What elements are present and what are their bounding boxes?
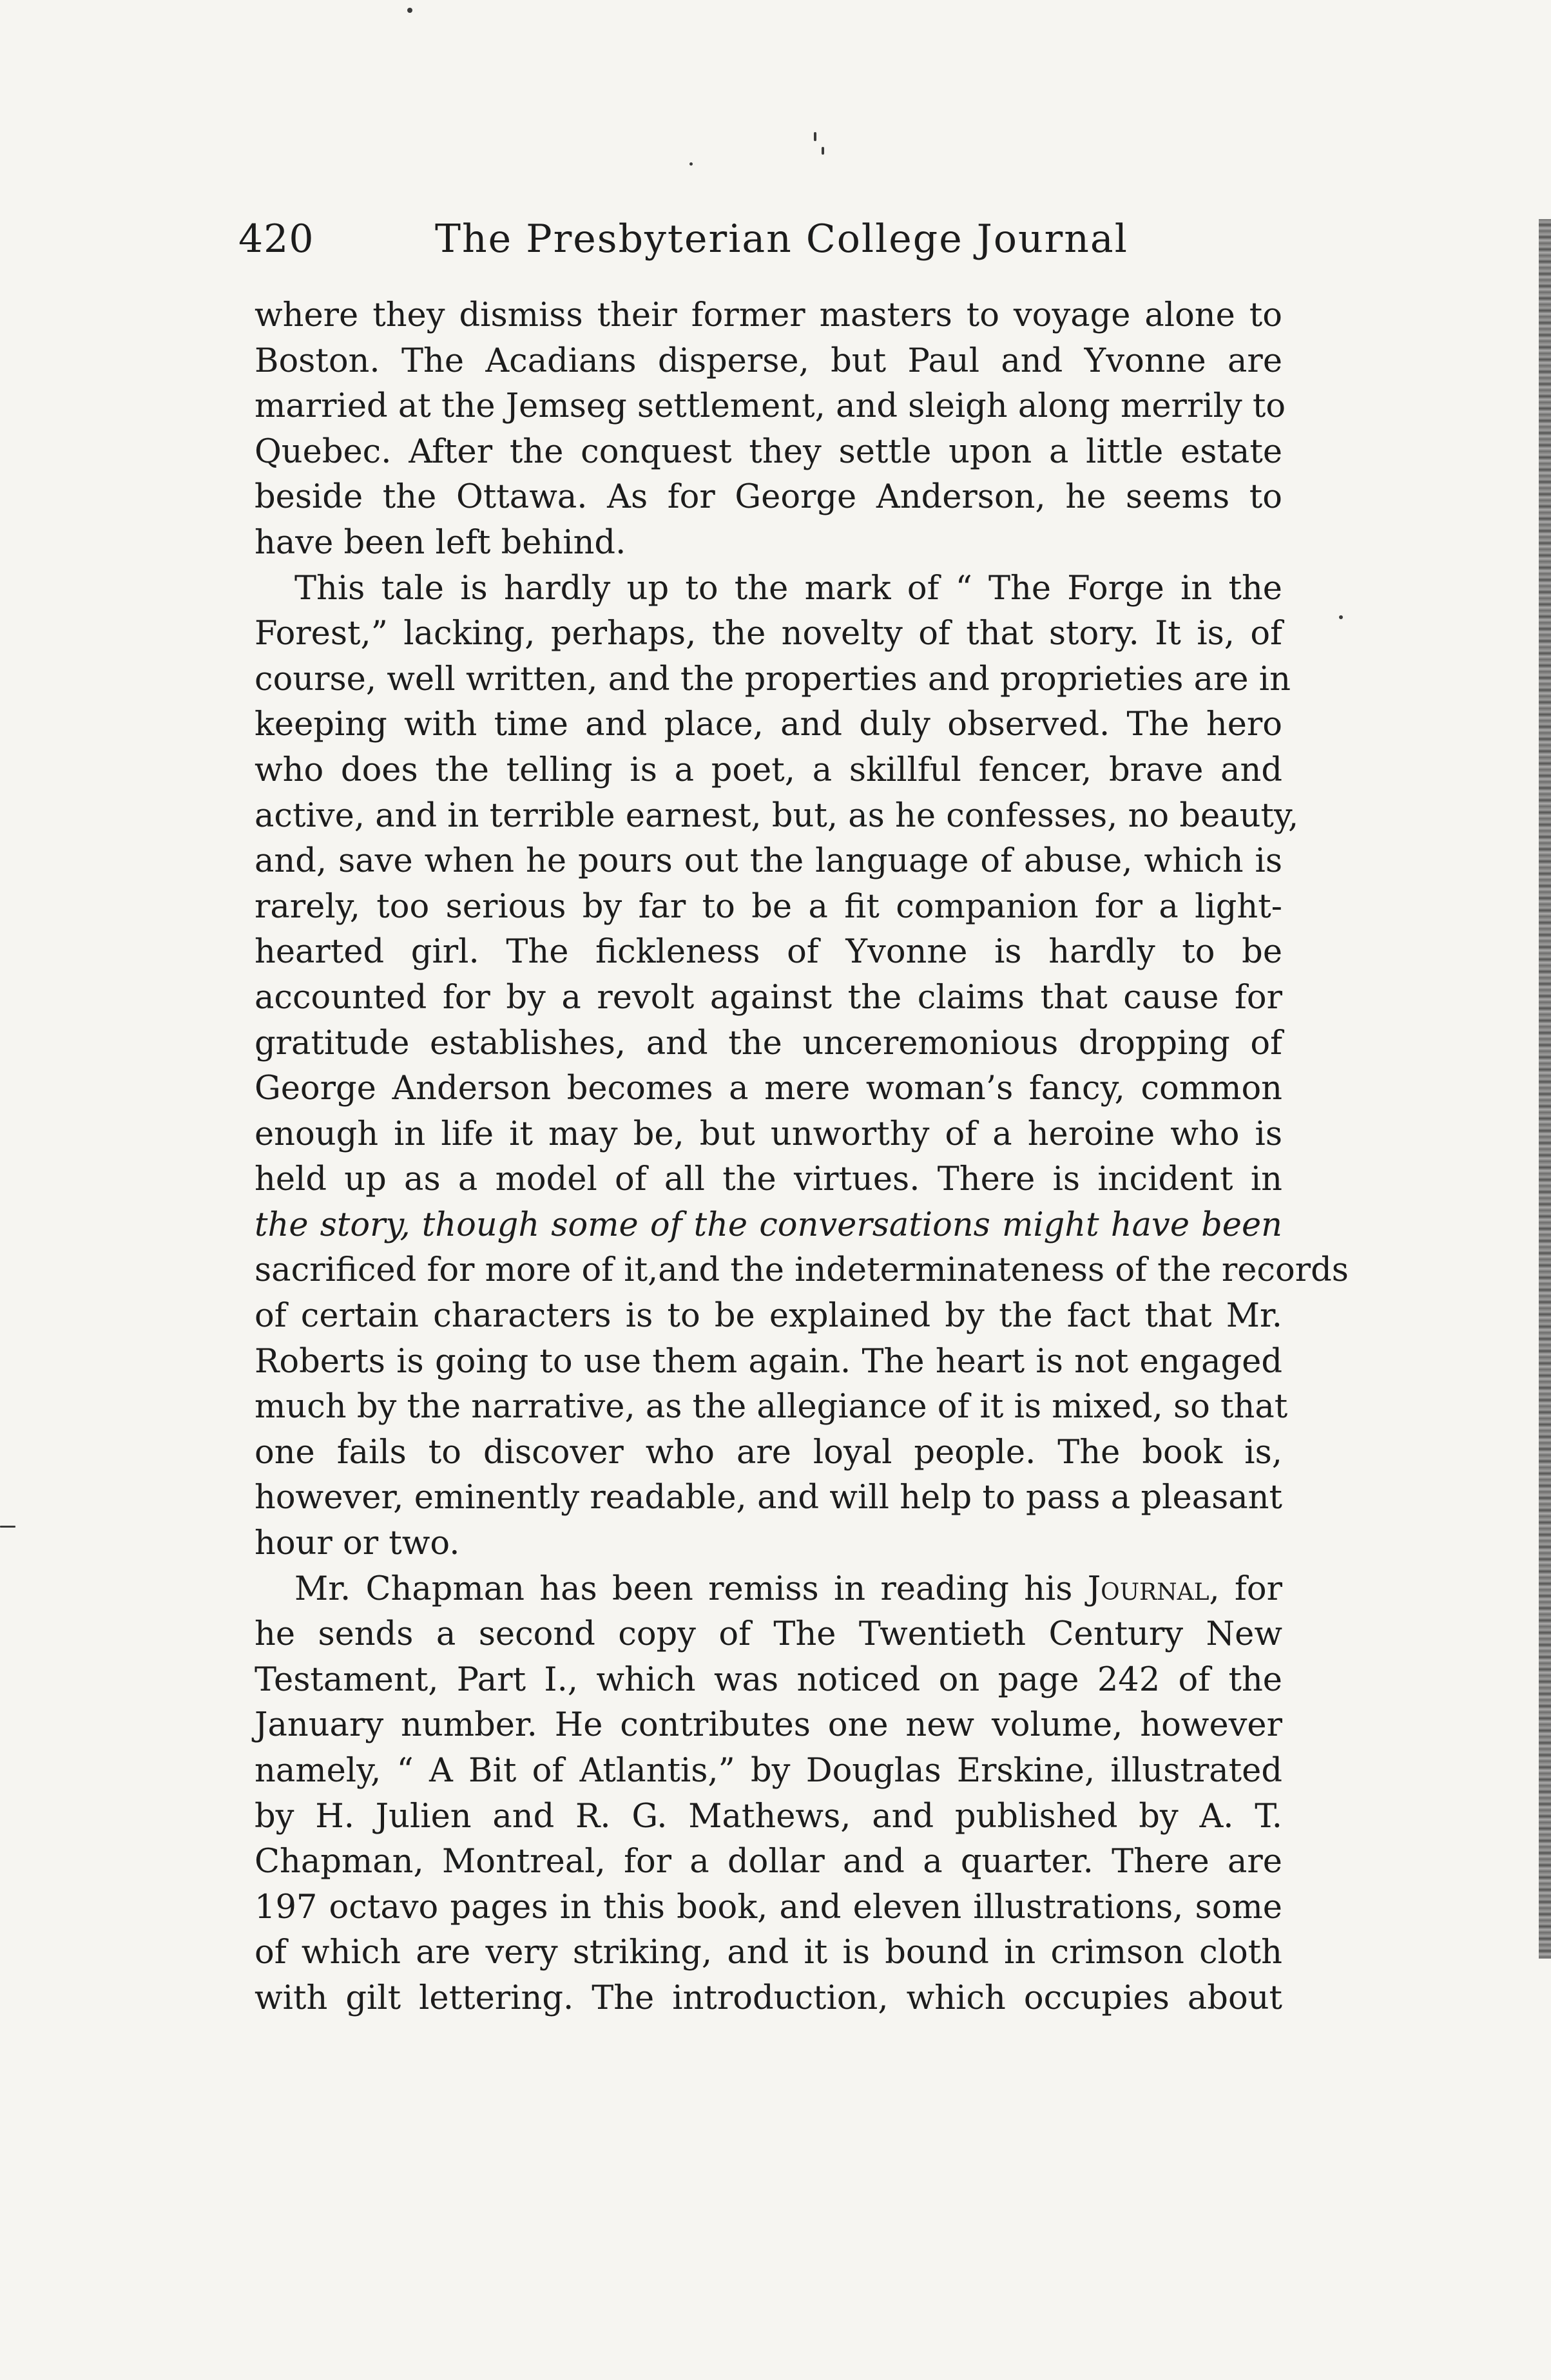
text-line: held up as a model of all the virtues. There is incident in: [255, 1160, 1282, 1199]
page-number: 420: [238, 216, 314, 262]
text-line: George Anderson becomes a mere woman’s fancy, common: [255, 1070, 1282, 1108]
scan-edge: [1539, 219, 1551, 1959]
text-line: course, well written, and the properties and proprieties are in: [255, 660, 1291, 698]
running-title: The Presbyterian College Journal: [435, 216, 1128, 262]
text-line: January number. He contributes one new volume, however: [255, 1706, 1282, 1745]
text-line: This tale is hardly up to the mark of “ The Forge in the: [294, 569, 1282, 608]
text-line: married at the Jemseg settlement, and sleigh along merrily to: [255, 387, 1286, 426]
text-line: beside the Ottawa. As for George Anderson, he seems to: [255, 478, 1282, 517]
text-line: one fails to discover who are loyal people. The book is,: [255, 1433, 1282, 1472]
text-line: rarely, too serious by far to be a fit companion for a light-: [255, 887, 1282, 926]
text-line: hearted girl. The fickleness of Yvonne is hardly to be: [255, 933, 1282, 972]
text-line: however, eminently readable, and will help to pass a pleasant: [255, 1479, 1282, 1517]
article-body: [255, 293, 1349, 2022]
text-line: enough in life it may be, but unworthy of a heroine who is: [255, 1115, 1282, 1153]
text-line: Forest,” lacking, perhaps, the novelty of that story. It is, of: [255, 615, 1282, 653]
text-line: by H. Julien and R. G. Mathews, and published by A. T.: [255, 1797, 1282, 1836]
scan-speck: [822, 147, 824, 155]
scan-speck: [407, 8, 412, 13]
text-fragment: , for: [1209, 1569, 1282, 1608]
scan-speck: [814, 132, 816, 141]
text-line: keeping with time and place, and duly observed. The hero: [255, 705, 1282, 744]
text-line: gratitude establishes, and the unceremonious dropping of: [255, 1024, 1282, 1062]
scan-speck: [689, 162, 693, 166]
text-line: Testament, Part I., which was noticed on page 242 of the: [255, 1660, 1282, 1699]
text-line: who does the telling is a poet, a skillful fencer, brave and: [255, 751, 1282, 789]
text-line: [255, 1567, 1282, 1613]
text-line: the story, though some of the conversations might have been: [255, 1205, 1282, 1244]
text-line: accounted for by a revolt against the claims that cause for: [255, 978, 1282, 1017]
text-line: sacrificed for more of it,and the indeterminateness of the records: [255, 1251, 1349, 1290]
text-line: Boston. The Acadians disperse, but Paul and Yvonne are: [255, 341, 1282, 380]
scan-speck: [0, 1526, 15, 1528]
text-line: have been left behind.: [255, 523, 626, 562]
scan-speck: [1339, 615, 1343, 619]
text-line: namely, “ A Bit of Atlantis,” by Douglas Erskine, illustrated: [255, 1752, 1282, 1790]
text-line: Chapman, Montreal, for a dollar and a quarter. There are: [255, 1843, 1282, 1881]
text-line: and, save when he pours out the language of abuse, which is: [255, 842, 1282, 881]
text-fragment: Mr. Chapman has been remiss in reading his: [294, 1569, 1088, 1608]
journal-title: Journal: [1087, 1569, 1209, 1608]
text-line: much by the narrative, as the allegiance of it is mixed, so that: [255, 1388, 1288, 1426]
text-line: Roberts is going to use them again. The heart is not engaged: [255, 1342, 1282, 1381]
text-line: he sends a second copy of The Twentieth Century New: [255, 1615, 1282, 1654]
text-line: Quebec. After the conquest they settle upon a little estate: [255, 432, 1282, 471]
text-line: of certain characters is to be explained by the fact that Mr.: [255, 1297, 1282, 1336]
page-header: [238, 213, 1289, 264]
text-line: with gilt lettering. The introduction, which occupies about: [255, 1979, 1282, 2017]
text-line: 197 octavo pages in this book, and eleven illustrations, some: [255, 1888, 1282, 1926]
text-line: of which are very striking, and it is bound in crimson cloth: [255, 1934, 1282, 1972]
text-line: hour or two.: [255, 1524, 460, 1563]
text-line: where they dismiss their former masters to voyage alone to: [255, 296, 1282, 334]
text-line: active, and in terrible earnest, but, as he confesses, no beauty,: [255, 796, 1299, 835]
